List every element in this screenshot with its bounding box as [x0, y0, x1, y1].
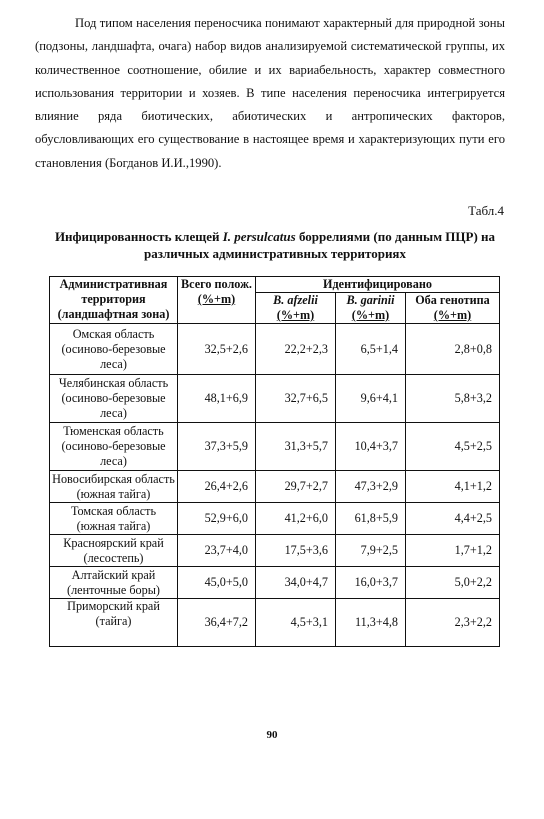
header-afzelii-unit: (%+m) [276, 308, 315, 322]
afzelii-cell: 4,5+3,1 [256, 599, 336, 647]
total-cell: 45,0+5,0 [178, 567, 256, 599]
afzelii-cell: 32,7+6,5 [256, 375, 336, 423]
table-row [50, 567, 500, 599]
header-both-unit: (%+m) [433, 308, 472, 322]
both-cell: 1,7+1,2 [406, 535, 500, 567]
garinii-cell: 61,8+5,9 [336, 503, 406, 535]
table-caption [40, 228, 510, 262]
garinii-cell: 11,3+4,8 [336, 599, 406, 647]
body-paragraph: Под типом населения переносчика понимают характерный для природной зоны (подзоны, ландшафта, очага) набор видов анализируемой систематической группы, их количественное соотношение, обилие и их вариабельность, характер совместного использования территории и хозяев. В типе населения переносчика интегрируется влияние ряда биотических, абиотических и антропических факторов, обусловливающих его существование в настоящее время и характеризующих пути его становления (Богданов И.И.,1990). [35, 16, 505, 170]
header-afzelii-label: B. afzelii [273, 293, 318, 307]
header-total-unit: (%+m) [197, 292, 236, 306]
table-row [50, 503, 500, 535]
header-both-label: Оба генотипа [415, 293, 490, 307]
infection-table [49, 276, 500, 647]
table-row [50, 471, 500, 503]
total-cell: 26,4+2,6 [178, 471, 256, 503]
header-both [406, 293, 500, 324]
both-cell: 2,8+0,8 [406, 324, 500, 375]
afzelii-cell: 22,2+2,3 [256, 324, 336, 375]
both-cell: 4,4+2,5 [406, 503, 500, 535]
afzelii-cell: 34,0+4,7 [256, 567, 336, 599]
header-identified: Идентифицировано [256, 277, 500, 293]
both-cell: 5,0+2,2 [406, 567, 500, 599]
garinii-cell: 47,3+2,9 [336, 471, 406, 503]
total-cell: 37,3+5,9 [178, 423, 256, 471]
garinii-cell: 10,4+3,7 [336, 423, 406, 471]
table-row [50, 423, 500, 471]
header-afzelii [256, 293, 336, 324]
caption-post: боррелиями (по данным ПЦР) на различных административных территориях [144, 229, 496, 261]
caption-pre: Инфицированность клещей [54, 229, 223, 244]
afzelii-cell: 29,7+2,7 [256, 471, 336, 503]
page-number: 90 [266, 729, 278, 741]
garinii-cell: 6,5+1,4 [336, 324, 406, 375]
header-garinii [336, 293, 406, 324]
afzelii-cell: 17,5+3,6 [256, 535, 336, 567]
garinii-cell: 16,0+3,7 [336, 567, 406, 599]
table-body [50, 324, 500, 647]
region-cell: Омская область (осиново-березовые леса) [50, 324, 178, 375]
garinii-cell: 7,9+2,5 [336, 535, 406, 567]
header-total [178, 277, 256, 324]
afzelii-cell: 41,2+6,0 [256, 503, 336, 535]
caption-species: I. persulcatus [222, 229, 296, 244]
region-cell: Челябинская область (осиново-березовые леса) [50, 375, 178, 423]
header-garinii-label: B. garinii [346, 293, 395, 307]
both-cell: 5,8+3,2 [406, 375, 500, 423]
total-cell: 52,9+6,0 [178, 503, 256, 535]
table-row [50, 535, 500, 567]
region-cell: Новосибирская область (южная тайга) [50, 471, 178, 503]
table-label: Табл.4 [468, 203, 504, 218]
region-cell: Красноярский край (лесостепь) [50, 535, 178, 567]
region-cell: Алтайский край (ленточные боры) [50, 567, 178, 599]
total-cell: 23,7+4,0 [178, 535, 256, 567]
garinii-cell: 9,6+4,1 [336, 375, 406, 423]
header-garinii-unit: (%+m) [351, 308, 390, 322]
both-cell: 4,5+2,5 [406, 423, 500, 471]
header-territory: Административная территория (ландшафтная зона) [50, 277, 178, 324]
region-cell: Тюменская область (осиново-березовые леса) [50, 423, 178, 471]
total-cell: 36,4+7,2 [178, 599, 256, 647]
region-cell: Приморский край (тайга) [50, 599, 178, 647]
afzelii-cell: 31,3+5,7 [256, 423, 336, 471]
both-cell: 4,1+1,2 [406, 471, 500, 503]
total-cell: 32,5+2,6 [178, 324, 256, 375]
header-total-label: Всего полож. [181, 277, 252, 291]
table-row [50, 599, 500, 647]
both-cell: 2,3+2,2 [406, 599, 500, 647]
table-row [50, 375, 500, 423]
total-cell: 48,1+6,9 [178, 375, 256, 423]
region-cell: Томская область (южная тайга) [50, 503, 178, 535]
table-row [50, 324, 500, 375]
